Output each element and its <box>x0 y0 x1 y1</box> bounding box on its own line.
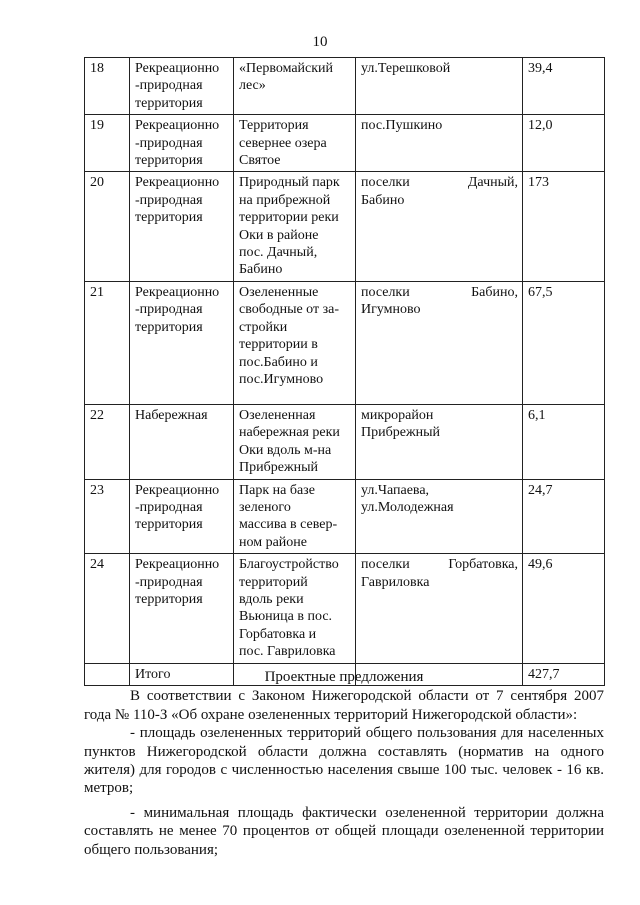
cell-line: Набережная <box>135 407 208 423</box>
territory-location <box>356 172 523 281</box>
cell-line: вдоль реки <box>239 591 304 607</box>
cell-line: Святое <box>239 153 281 169</box>
cell-line: пос. Гавриловка <box>239 644 336 660</box>
territory-name <box>234 404 356 479</box>
row-number: 22 <box>85 404 130 479</box>
location-line <box>361 407 518 424</box>
territory-name <box>234 281 356 404</box>
location-word: поселки <box>361 175 410 191</box>
table-row <box>85 58 605 115</box>
table-row <box>85 281 605 404</box>
territory-name <box>234 172 356 281</box>
cell-line: Прибрежный <box>239 460 319 476</box>
cell-line: территория <box>135 210 203 226</box>
table-row <box>85 554 605 663</box>
paragraph-minimum-area: - минимальная площадь фактически озелененной территории должна составлять не менее 70 процентов от общей площади озелененной территории общего пользования; <box>84 804 604 858</box>
location-word: поселки <box>361 557 410 573</box>
table-row <box>85 479 605 554</box>
cell-line: на прибрежной <box>239 192 331 208</box>
cell-line: Парк на базе <box>239 482 315 498</box>
cell-line: пос.Бабино и <box>239 354 318 370</box>
cell-line: Рекреационно <box>135 118 220 134</box>
row-number: 24 <box>85 554 130 663</box>
cell-line: свободные от за- <box>239 302 340 318</box>
cell-line: зеленого <box>239 499 291 515</box>
location-word: Прибрежный <box>361 425 441 441</box>
location-line <box>361 556 518 573</box>
row-number: 21 <box>85 281 130 404</box>
cell-line: -природная <box>135 135 203 151</box>
cell-line: территория <box>135 517 203 533</box>
territory-name <box>234 115 356 172</box>
total-value: 427,7 <box>523 663 605 685</box>
cell-line: ном районе <box>239 534 307 550</box>
location-line <box>361 424 518 441</box>
table-row <box>85 115 605 172</box>
green-areas-table <box>84 57 605 686</box>
cell-line: «Первомайский <box>239 61 334 76</box>
cell-line: территории в <box>239 337 318 353</box>
location-line <box>361 192 518 209</box>
cell-line: Рекреационно <box>135 175 220 191</box>
territory-area: 24,7 <box>523 479 605 554</box>
location-word: поселки <box>361 284 410 300</box>
cell-line: Вьюница в пос. <box>239 609 333 625</box>
table-row <box>85 404 605 479</box>
total-label: Итого <box>130 663 234 685</box>
paragraph-law-reference: В соответствии с Законом Нижегородской области от 7 сентября 2007 года № 110-З «Об охране озелененных территорий Нижегородской области»: <box>84 688 604 723</box>
territory-area: 39,4 <box>523 58 605 115</box>
territory-area: 173 <box>523 172 605 281</box>
cell-line: Горбатовка и <box>239 626 317 642</box>
cell-line: Рекреационно <box>135 557 220 573</box>
location-word: пос.Пушкино <box>361 118 443 134</box>
location-word: ул.Молодежная <box>361 499 454 515</box>
cell-line: стройки <box>239 319 288 335</box>
location-line <box>361 174 518 191</box>
territory-type <box>130 281 234 404</box>
territory-area: 6,1 <box>523 404 605 479</box>
territory-name <box>234 479 356 554</box>
cell-line: территория <box>135 591 203 607</box>
territory-area: 12,0 <box>523 115 605 172</box>
section-title: Проектные предложения <box>264 669 424 685</box>
row-number: 23 <box>85 479 130 554</box>
page-number: 10 <box>312 34 328 50</box>
territory-type <box>130 479 234 554</box>
cell-line: территория <box>135 95 203 111</box>
paragraph-area-norm: - площадь озелененных территорий общего пользования для населенных пунктов Нижегородской области должна составлять (норматив на одного жителя) для городов с численностью населения свыше 100 тыс. человек - 16 кв. метров; <box>84 725 604 797</box>
cell-line: территория <box>135 153 203 169</box>
location-word: микрорайон <box>361 407 434 423</box>
territory-type <box>130 404 234 479</box>
cell-line: севернее озера <box>239 135 327 151</box>
cell-line: территорий <box>239 574 308 590</box>
territory-area: 49,6 <box>523 554 605 663</box>
territory-name <box>234 58 356 115</box>
cell-line: лес» <box>239 78 266 94</box>
location-line <box>361 301 518 318</box>
location-line <box>361 284 518 301</box>
cell-line: Благоустройство <box>239 557 339 573</box>
territory-type <box>130 115 234 172</box>
territory-type <box>130 172 234 281</box>
location-line <box>361 117 518 134</box>
territory-type <box>130 58 234 115</box>
cell-line: набережная реки <box>239 425 340 441</box>
territory-name <box>234 554 356 663</box>
project-proposals-section <box>84 668 604 859</box>
cell-line: Природный парк <box>239 175 340 191</box>
cell-line: территории реки <box>239 210 339 226</box>
cell-line: -природная <box>135 499 203 515</box>
cell-line: -природная <box>135 192 203 208</box>
cell-line: Рекреационно <box>135 482 220 498</box>
location-word: Горбатовка, <box>448 557 518 573</box>
cell-line: пос.Игумново <box>239 371 324 387</box>
cell-line: Рекреационно <box>135 284 220 300</box>
location-line <box>361 574 518 591</box>
territory-area: 67,5 <box>523 281 605 404</box>
cell-line: массива в север- <box>239 517 338 533</box>
table-row <box>85 172 605 281</box>
territory-location <box>356 281 523 404</box>
cell-line: -природная <box>135 302 203 318</box>
location-line <box>361 482 518 499</box>
location-word: Бабино <box>361 192 405 208</box>
territory-location <box>356 404 523 479</box>
row-number: 20 <box>85 172 130 281</box>
cell-line: пос. Дачный, <box>239 245 318 261</box>
location-word: Бабино, <box>471 284 518 300</box>
cell-line: Озелененные <box>239 284 319 300</box>
cell-line: Бабино <box>239 262 283 278</box>
cell-line: Оки вдоль м-на <box>239 442 332 458</box>
location-word: ул.Чапаева, <box>361 482 430 498</box>
row-number: 18 <box>85 58 130 115</box>
cell-line: -природная <box>135 78 203 94</box>
territory-location <box>356 479 523 554</box>
cell-line: Территория <box>239 118 309 134</box>
cell-line: Озелененная <box>239 407 316 423</box>
territory-type <box>130 554 234 663</box>
location-line <box>361 60 518 77</box>
location-word: Дачный, <box>467 175 518 191</box>
cell-line: -природная <box>135 574 203 590</box>
cell-line: территория <box>135 319 203 335</box>
location-line <box>361 499 518 516</box>
cell-line: Оки в районе <box>239 227 319 243</box>
location-word: Игумново <box>361 302 421 318</box>
cell-line: Рекреационно <box>135 61 220 76</box>
territory-location <box>356 554 523 663</box>
location-word: ул.Терешковой <box>361 61 451 76</box>
territory-location <box>356 58 523 115</box>
row-number: 19 <box>85 115 130 172</box>
location-word: Гавриловка <box>361 574 430 590</box>
territory-location <box>356 115 523 172</box>
